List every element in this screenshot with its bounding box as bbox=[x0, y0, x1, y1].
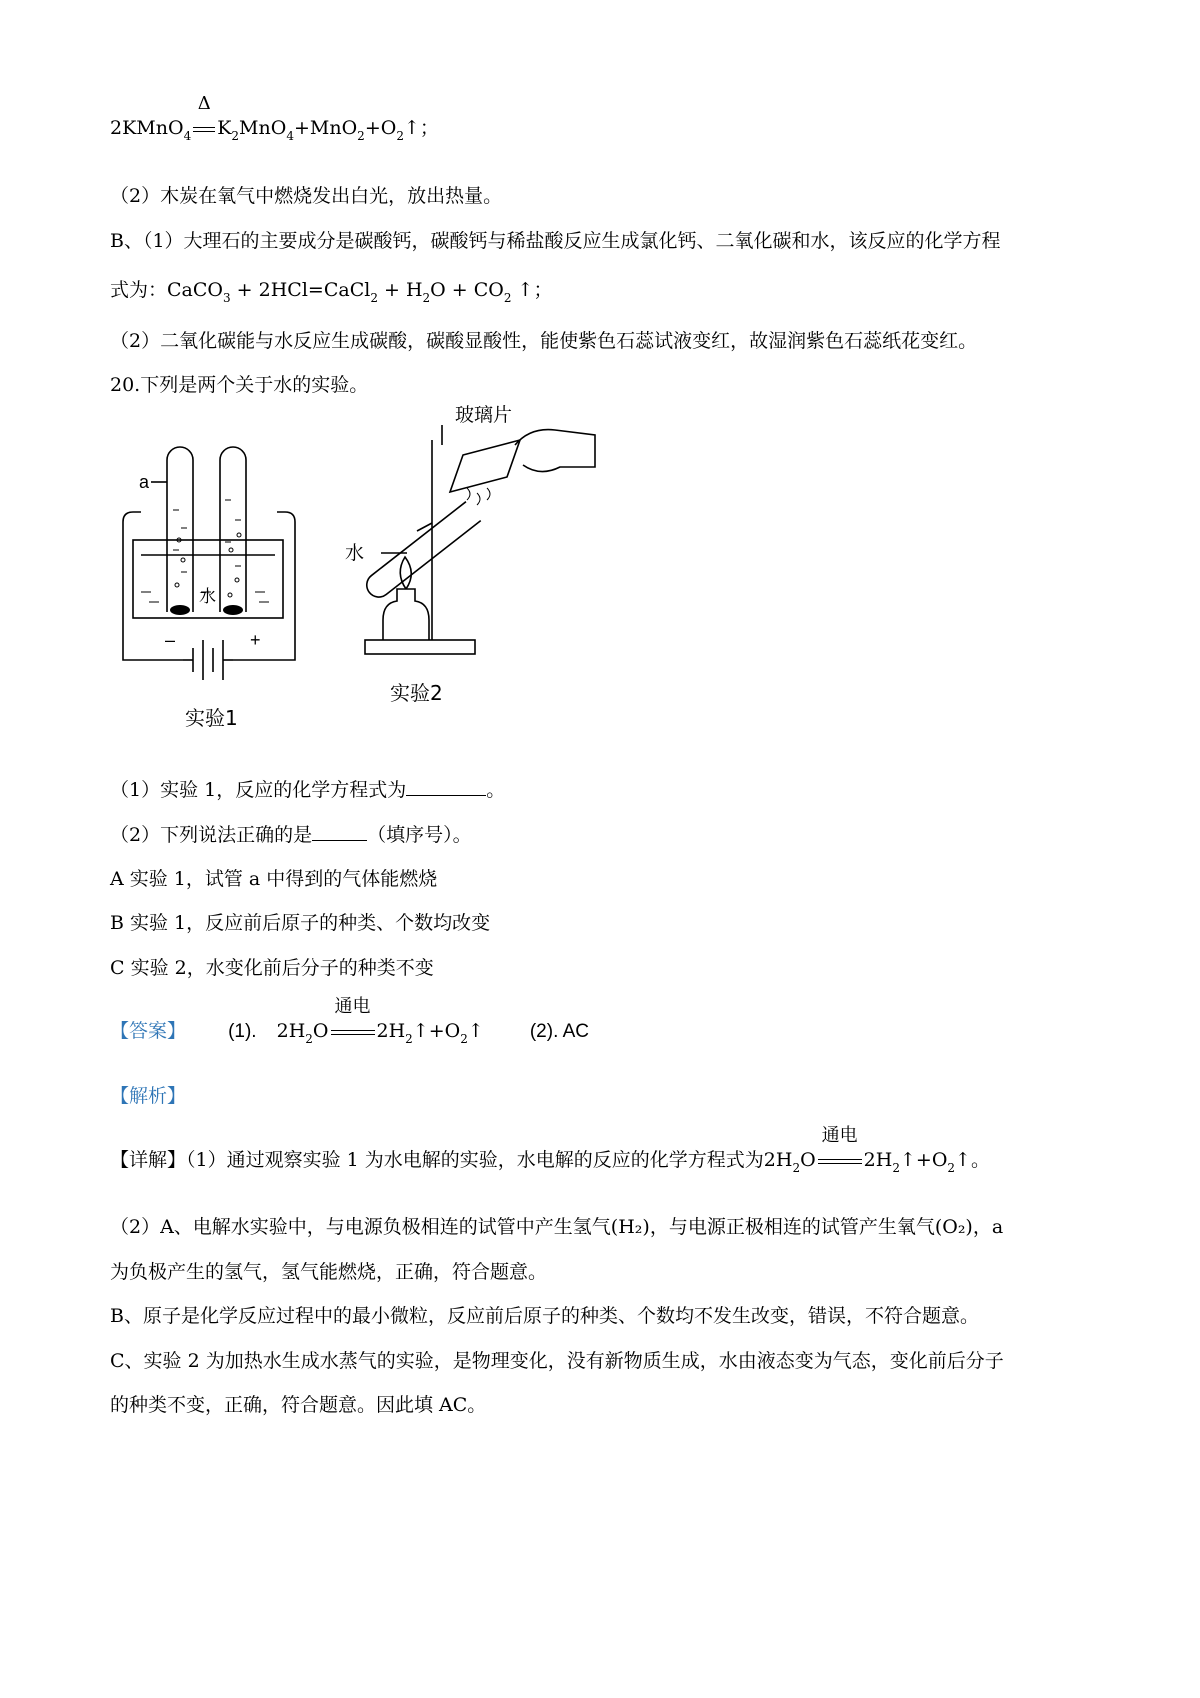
answer-line bbox=[110, 996, 589, 1046]
stand-base bbox=[365, 640, 475, 654]
eq-text: 2KMnO bbox=[110, 117, 184, 139]
electrode-right bbox=[223, 605, 243, 615]
reaction-condition bbox=[816, 1125, 864, 1173]
eq-text: O + CO bbox=[430, 279, 504, 301]
question-2-text: （2）下列说法正确的是 bbox=[110, 824, 313, 846]
eq-text: 2H bbox=[376, 1020, 406, 1042]
question-20-title: 20.下列是两个关于水的实验。 bbox=[110, 374, 369, 396]
label-minus: – bbox=[165, 630, 176, 650]
eq-text: ↑+O bbox=[899, 1149, 948, 1171]
subscript: 2 bbox=[792, 1161, 801, 1175]
detail-equation bbox=[763, 1125, 971, 1175]
reaction-condition bbox=[191, 93, 217, 141]
wire-right bbox=[233, 522, 295, 660]
subscript: 2 bbox=[405, 1032, 413, 1046]
answer-blank-2 bbox=[312, 824, 367, 841]
alcohol-lamp bbox=[383, 589, 429, 640]
eq-text: + 2HCl=CaCl bbox=[230, 279, 371, 301]
eq-text: +O bbox=[364, 117, 397, 139]
question-1 bbox=[110, 777, 505, 803]
subscript: 2 bbox=[305, 1032, 313, 1046]
eq-text: MnO bbox=[239, 117, 287, 139]
eq-text: ↑ bbox=[467, 1020, 484, 1042]
caption-experiment-2: 实验2 bbox=[390, 681, 443, 705]
test-tube-b bbox=[220, 447, 246, 612]
eq-text: 2H bbox=[763, 1149, 793, 1171]
subscript: 3 bbox=[223, 291, 231, 305]
subscript: 4 bbox=[286, 129, 294, 143]
experiment-2-figure bbox=[345, 405, 605, 750]
explain-c-line-1: C、实验 2 为加热水生成水蒸气的实验，是物理变化，没有新物质生成，水由液态变为气态，变化前后分子 bbox=[110, 1350, 1004, 1372]
caption-experiment-1: 实验1 bbox=[185, 706, 238, 730]
answer-tag: 【答案】 bbox=[110, 1020, 187, 1042]
reaction-condition bbox=[329, 996, 377, 1044]
label-a: a bbox=[139, 472, 150, 492]
answer-equation bbox=[276, 996, 484, 1046]
detail-text: （1）通过观察实验 1 为水电解的实验，水电解的反应的化学方程式为 bbox=[186, 1149, 764, 1171]
equals-sign bbox=[818, 1159, 862, 1164]
label-water: 水 bbox=[199, 587, 216, 607]
option-b: B 实验 1，反应前后原子的种类、个数均改变 bbox=[110, 912, 491, 934]
line-b1: B、（1）大理石的主要成分是碳酸钙，碳酸钙与稀盐酸反应生成氯化钙、二氧化碳和水，该反应的化学方程 bbox=[110, 230, 1001, 252]
lamp-flame bbox=[400, 557, 411, 589]
eq-text: ↑+O bbox=[412, 1020, 461, 1042]
eq-text: ↑ bbox=[955, 1149, 971, 1171]
subscript: 2 bbox=[396, 129, 404, 143]
subscript: 2 bbox=[357, 129, 365, 143]
hand bbox=[515, 430, 595, 472]
test-tube-a bbox=[167, 447, 193, 612]
eq-text: 2H bbox=[276, 1020, 306, 1042]
equals-sign bbox=[331, 1030, 375, 1035]
label-water: 水 bbox=[345, 542, 365, 564]
detail-line bbox=[110, 1125, 990, 1175]
answer-part-2: (2). AC bbox=[529, 1021, 589, 1042]
explain-a-line-2: 为负极产生的氢气，氢气能燃烧，正确，符合题意。 bbox=[110, 1261, 548, 1283]
equation-kmno4 bbox=[110, 93, 439, 143]
analysis-tag: 【解析】 bbox=[110, 1085, 187, 1107]
eq-text: CaCO bbox=[167, 279, 223, 301]
label-glass-slide: 玻璃片 bbox=[455, 405, 513, 426]
subscript: 2 bbox=[892, 1161, 900, 1175]
explain-c-line-2: 的种类不变，正确，符合题意。因此填 AC。 bbox=[110, 1394, 487, 1416]
detail-tail: 。 bbox=[970, 1149, 990, 1171]
equation-caco3 bbox=[110, 277, 552, 305]
eq-text: + H bbox=[377, 279, 423, 301]
condition-electrify: 通电 bbox=[821, 1125, 858, 1146]
subscript: 2 bbox=[460, 1032, 468, 1046]
line-charcoal: （2）木炭在氧气中燃烧发出白光，放出热量。 bbox=[110, 185, 503, 207]
eq-text: 2H bbox=[863, 1149, 893, 1171]
subscript: 2 bbox=[503, 291, 512, 305]
line-co2: （2）二氧化碳能与水反应生成碳酸，碳酸显酸性，能使紫色石蕊试液变红，故湿润紫色石蕊纸花变红。 bbox=[110, 330, 978, 352]
subscript: 2 bbox=[947, 1161, 956, 1175]
subscript: 2 bbox=[370, 291, 378, 305]
experiment-1-figure bbox=[115, 440, 310, 750]
subscript: 2 bbox=[422, 291, 431, 305]
eq-text: O bbox=[800, 1149, 816, 1171]
eq-text: +MnO bbox=[293, 117, 358, 139]
test-tube bbox=[362, 502, 481, 602]
answer-blank-1 bbox=[406, 779, 486, 796]
question-2-tail: （填序号）。 bbox=[367, 824, 472, 846]
detail-tag: 【详解】 bbox=[110, 1149, 187, 1171]
question-1-tail: 。 bbox=[486, 779, 506, 801]
explain-b: B、原子是化学反应过程中的最小微粒，反应前后原子的种类、个数均不发生改变，错误，不符合题意。 bbox=[110, 1305, 979, 1327]
glass-slide bbox=[450, 440, 520, 492]
answer-part-1-label: (1). bbox=[228, 1021, 257, 1042]
option-a: A 实验 1，试管 a 中得到的气体能燃烧 bbox=[110, 868, 438, 890]
eq-text: ↑； bbox=[511, 279, 553, 301]
subscript: 4 bbox=[183, 129, 192, 143]
option-c: C 实验 2，水变化前后分子的种类不变 bbox=[110, 957, 434, 979]
question-1-text: （1）实验 1，反应的化学方程式为 bbox=[110, 779, 407, 801]
equals-sign bbox=[193, 127, 215, 132]
condition-electrify: 通电 bbox=[334, 996, 371, 1017]
subscript: 2 bbox=[231, 129, 240, 143]
electrode-left bbox=[170, 605, 190, 615]
eq-prefix: 式为： bbox=[110, 279, 168, 301]
eq-text: ↑； bbox=[403, 117, 439, 139]
eq-text: O bbox=[312, 1020, 329, 1042]
question-2 bbox=[110, 822, 472, 848]
steam-marks bbox=[467, 488, 490, 505]
eq-text: K bbox=[217, 117, 232, 139]
explain-a-line-1: （2）A、电解水实验中，与电源负极相连的试管中产生氢气(H₂)，与电源正极相连的试管产生氧气(O₂)，a bbox=[110, 1216, 1004, 1238]
label-plus: + bbox=[250, 630, 261, 650]
condition-heat-symbol: Δ bbox=[197, 93, 211, 114]
